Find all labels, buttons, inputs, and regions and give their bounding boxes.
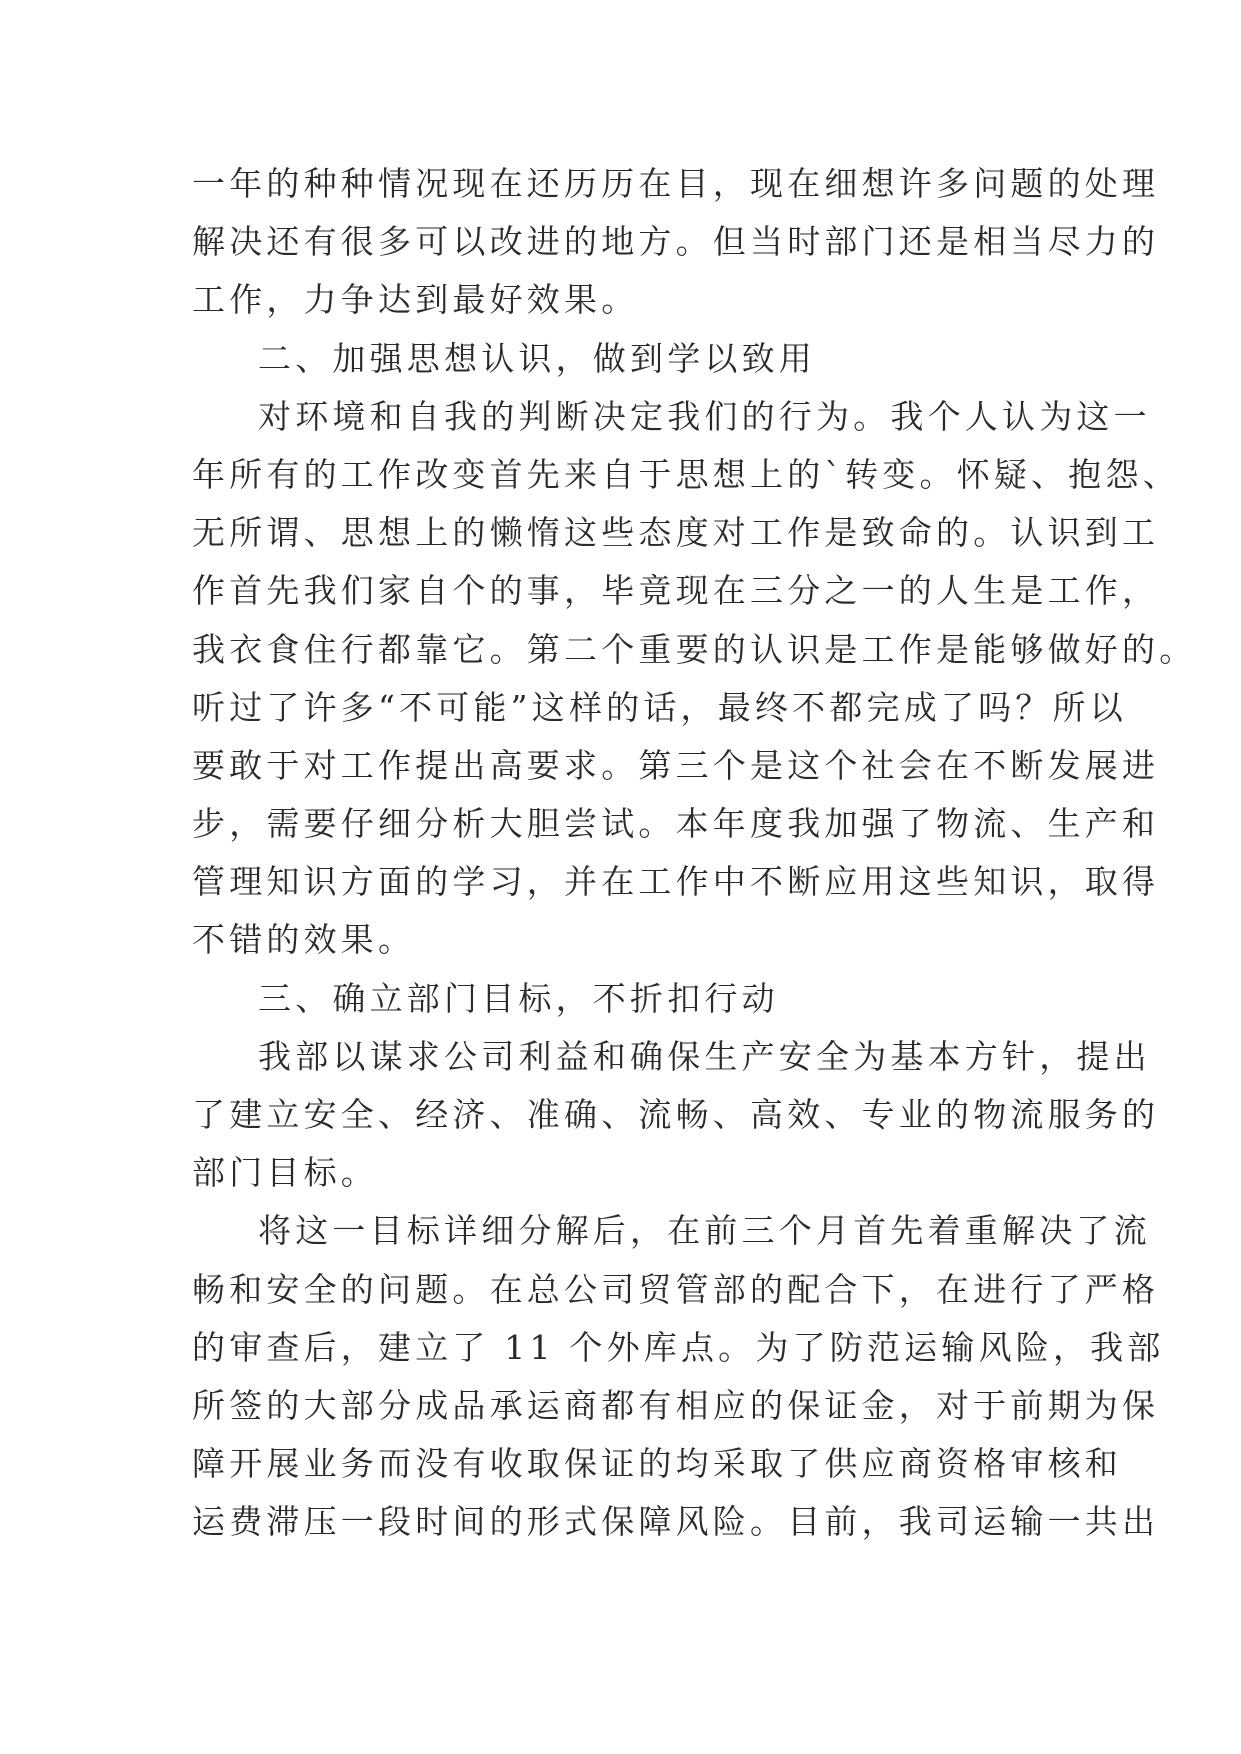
text-line: 障开展业务而没有收取保证的均采取了供应商资格审核和: [192, 1444, 1122, 1484]
text-line: 一年的种种情况现在还历历在目，现在细想许多问题的处理: [192, 164, 1160, 203]
section-heading: 二、加强思想认识，做到学以致用: [258, 338, 816, 378]
paragraph-first-line: 将这一目标详细分解后，在前三个月首先着重解决了流: [258, 1211, 1151, 1251]
text-line: 运费滞压一段时间的形式保障风险。目前，我司运输一共出: [192, 1502, 1160, 1542]
text-line: 无所谓、思想上的懒惰这些态度对工作是致命的。认识到工: [192, 513, 1160, 553]
text-line: 的审查后，建立了 11 个外库点。为了防范运输风险，我部: [192, 1327, 1165, 1367]
document-body: [192, 155, 1197, 1552]
text-line: 年所有的工作改变首先来自于思想上的`转变。怀疑、抱怨、: [192, 454, 1180, 494]
text-line: 作首先我们家自个的事，毕竟现在三分之一的人生是工作，: [192, 571, 1160, 611]
text-line: 管理知识方面的学习，并在工作中不断应用这些知识，取得: [192, 862, 1160, 902]
text-line: 我衣食住行都靠它。第二个重要的认识是工作是能够做好的。: [192, 629, 1197, 669]
section-heading: 三、确立部门目标，不折扣行动: [258, 978, 779, 1018]
paragraph-first-line: 对环境和自我的判断决定我们的行为。我个人认为这一: [258, 396, 1151, 436]
text-line: 畅和安全的问题。在总公司贸管部的配合下，在进行了严格: [192, 1269, 1160, 1309]
text-line: 不错的效果。: [192, 920, 416, 960]
paragraph-first-line: 我部以谋求公司利益和确保生产安全为基本方针，提出: [258, 1036, 1151, 1076]
text-line: 要敢于对工作提出高要求。第三个是这个社会在不断发展进: [192, 745, 1160, 785]
text-line: 解决还有很多可以改进的地方。但当时部门还是相当尽力的: [192, 222, 1160, 262]
text-line: 部门目标。: [192, 1153, 378, 1193]
text-line: 听过了许多“不可能”这样的话，最终不都完成了吗？所以: [192, 687, 1127, 727]
text-line: 工作，力争达到最好效果。: [192, 280, 639, 320]
text-line: 了建立安全、经济、准确、流畅、高效、专业的物流服务的: [192, 1095, 1160, 1134]
text-line: 所签的大部分成品承运商都有相应的保证金，对于前期为保: [192, 1385, 1160, 1425]
text-line: 步，需要仔细分析大胆尝试。本年度我加强了物流、生产和: [192, 804, 1160, 844]
